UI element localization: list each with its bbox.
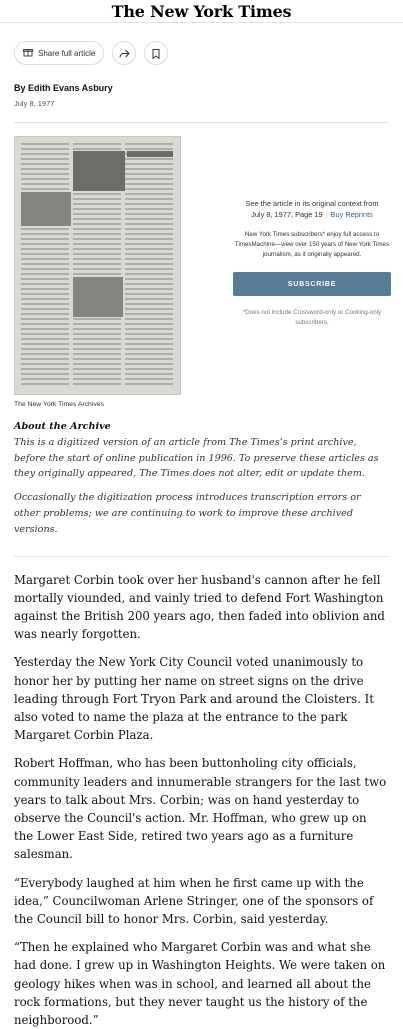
- see-context-label: See the article in its original context from: [245, 199, 379, 208]
- byline: [0, 65, 403, 108]
- digitization-note: Occasionally the digitization process introduces transcription errors or other problems; we are continuing to work to improve these archived versions.: [14, 492, 361, 535]
- subscription-note: *Does not include Crossword-only or Cooking-only subscribers.: [242, 309, 382, 326]
- subscribe-button[interactable]: SUBSCRIBE: [233, 272, 391, 296]
- timesmachine-promo: [232, 198, 392, 328]
- article-toolbar: [0, 23, 403, 65]
- context-date-link[interactable]: July 8, 1977, Page 19: [251, 210, 323, 219]
- original-context-text: [232, 198, 392, 220]
- about-archive-heading: About the Archive: [14, 421, 111, 432]
- save-bookmark-button[interactable]: [144, 41, 168, 65]
- share-button[interactable]: [112, 41, 136, 65]
- article-paragraph: “Everybody laughed at him when he first came up with the idea,” Councilwoman Arlene Stringer, one of the sponsors of the Council bill to honor Mrs. Corbin, said yesterday.: [14, 875, 374, 927]
- buy-reprints-link[interactable]: Buy Reprints: [330, 210, 373, 219]
- article-paragraph: “Then he explained who Margaret Corbin was and what she had done. I grew up in Washington Heights. We were taken on geology hikes when was in school, and learned all about the rock formations, but they never taught us the history of the neighborood.”: [14, 940, 386, 1028]
- publish-date: July 8, 1977: [14, 99, 55, 108]
- about-archive: [0, 419, 403, 538]
- separator: |: [325, 210, 328, 219]
- article-paragraph: Yesterday the New York City Council voted unanimously to honor her by putting her name on street signs on the drive leading through Fort Tryon Park and around the Cloisters. It also voted to name the plaza at the entrance to the park Margaret Corbin Plaza.: [14, 655, 374, 743]
- archive-section: [0, 123, 403, 419]
- article-paragraph: Robert Hoffman, who has been buttonholing city officials, community leaders and innumerable strangers for the last two years to talk about Mrs. Corbin; was on hand yesterday to observe the Council's action. Mr. Hoffman, who grew up on the Lower East Side, retired two years ago as a furniture salesman.: [14, 756, 387, 862]
- divider: [14, 556, 389, 557]
- about-archive-text: This is a digitized version of an article from The Times’s print archive, before the start of online publication in 1996. To preserve these articles as they originally appeared, The Times does not alter, edit or update them.: [14, 436, 379, 480]
- article-body: [0, 571, 403, 1029]
- archive-caption: The New York Times Archives: [14, 401, 104, 408]
- share-full-article-button[interactable]: [14, 41, 104, 65]
- article-paragraph: Margaret Corbin took over her husband's cannon after he fell mortally viounded, and vainly tried to defend Fort Washington against the British 200 years ago, then faded into oblivion and was nearly forgotten.: [14, 572, 385, 642]
- bookmark-icon: [152, 44, 160, 63]
- gift-icon: [23, 47, 33, 59]
- archive-page-scan[interactable]: [14, 136, 181, 395]
- author-name[interactable]: By Edith Evans Asbury: [14, 83, 113, 93]
- nyt-logo[interactable]: The New York Times: [111, 1, 292, 21]
- share-arrow-icon: [119, 44, 130, 63]
- masthead: [0, 0, 403, 23]
- share-full-article-label: Share full article: [38, 48, 96, 58]
- subscriber-info: New York Times subscribers* enjoy full access to TimesMachine—view over 150 years of New York Times journalism, as it originally appeared.: [234, 231, 390, 258]
